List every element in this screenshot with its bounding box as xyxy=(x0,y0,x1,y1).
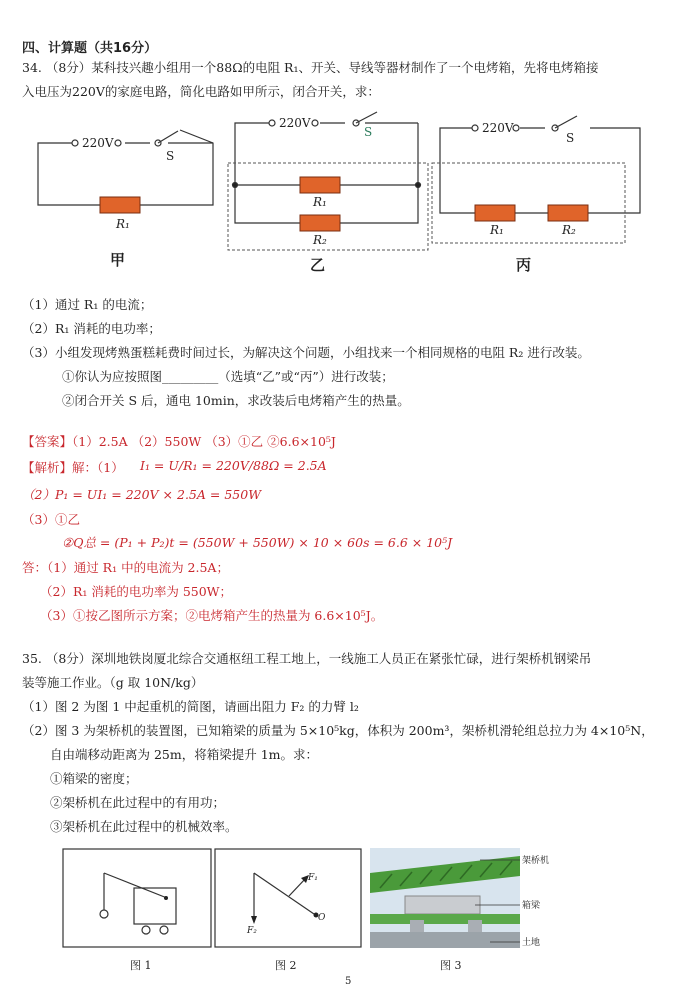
q35-stem-line2: 装等施工作业。（g 取 10N/kg） xyxy=(22,675,204,690)
fig2-o-label: O xyxy=(318,913,326,923)
q34-analysis-4: ②Q总 = (P₁ + P₂)t = (550W + 550W) × 10 × 60s = 6.6 × 10⁵J xyxy=(62,535,453,550)
circuit-label-jia: 甲 xyxy=(110,251,126,269)
q34-sub3a: ①你认为应按照图_________（选填“乙”或“丙”）进行改装； xyxy=(62,369,394,384)
fig2-f1-label: F₁ xyxy=(308,873,318,883)
figure-2-caption: 图 2 xyxy=(275,959,297,972)
figure-1-crane xyxy=(62,848,212,948)
fig3-label-ground: 土地 xyxy=(522,938,541,948)
switch-label-jia: S xyxy=(166,149,175,163)
voltage-label-bing: 220V xyxy=(482,121,514,135)
q35-stem-line1: 35. （8分）深圳地铁岗厦北综合交通枢纽工程工地上，一线施工人员正在紧张忙碌，进行架桥机钢梁吊 xyxy=(22,651,592,666)
figure-2-lever xyxy=(214,848,362,948)
figure-1-caption: 图 1 xyxy=(130,959,152,972)
r1-label-bing: R₁ xyxy=(490,223,504,237)
q35-sub2a: （2）图 3 为架桥机的装置图，已知箱梁的质量为 5×10⁵kg，体积为 200m³，架桥机滑轮组总拉力为 4×10⁵N， xyxy=(22,723,654,738)
q34-analysis-head: 【解析】解：（1） xyxy=(22,460,124,475)
q35-sub2d: ②架桥机在此过程中的有用功； xyxy=(50,795,226,810)
resistor-r2-bing xyxy=(548,205,588,221)
circuit-label-bing: 丙 xyxy=(516,256,532,274)
q34-sub1: （1）通过 R₁ 的电流； xyxy=(22,297,153,312)
voltage-label-yi: 220V xyxy=(279,116,311,130)
circuit-jia xyxy=(38,130,213,205)
q34-stem-line1: 34. （8分）某科技兴趣小组用一个88Ω的电阻 R₁、开关、导线等器材制作了一个电烤箱，先将电烤箱接 xyxy=(22,60,599,75)
q35-sub2c: ①箱梁的密度； xyxy=(50,771,138,786)
r2-label-yi: R₂ xyxy=(313,233,327,247)
q34-answer: 【答案】（1）2.5A （2）550W （3）①乙 ②6.6×10⁵J xyxy=(22,434,336,449)
q34-sub3b: ②闭合开关 S 后，通电 10min，求改装后电烤箱产生的热量。 xyxy=(62,393,410,408)
resistor-r1-jia xyxy=(100,197,140,213)
figure-3-bridge-machine xyxy=(370,848,555,948)
q35-sub2e: ③架桥机在此过程中的机械效率。 xyxy=(50,819,238,834)
q34-conclusion-1: 答：（1）通过 R₁ 中的电流为 2.5A； xyxy=(22,560,229,575)
voltage-label-jia: 220V xyxy=(82,136,114,150)
q34-conclusion-3: （3）①按乙图所示方案；②电烤箱产生的热量为 6.6×10⁵J。 xyxy=(40,608,384,623)
circuit-diagrams xyxy=(0,100,693,280)
q34-stem-line2: 入电压为220V的家庭电路，简化电路如甲所示，闭合开关，求： xyxy=(22,84,380,99)
circuit-bing xyxy=(432,116,640,243)
r2-label-bing: R₂ xyxy=(562,223,576,237)
section-title: 四、计算题（共16分） xyxy=(22,41,158,56)
q34-analysis-3: （3）①乙 xyxy=(22,512,80,527)
circuit-label-yi: 乙 xyxy=(310,256,326,274)
r1-label-yi: R₁ xyxy=(313,195,327,209)
resistor-r2-yi xyxy=(300,215,340,231)
q35-sub2b: 自由端移动距离为 25m，将箱梁提升 1m。求： xyxy=(50,747,319,762)
fig3-label-machine: 架桥机 xyxy=(522,856,550,866)
switch-label-bing: S xyxy=(566,131,575,145)
q34-conclusion-2: （2）R₁ 消耗的电功率为 550W； xyxy=(40,584,233,599)
switch-label-yi: S xyxy=(364,125,373,139)
q35-sub1: （1）图 2 为图 1 中起重机的简图，请画出阻力 F₂ 的力臂 l₂ xyxy=(22,699,359,714)
resistor-r1-bing xyxy=(475,205,515,221)
q34-sub3: （3）小组发现烤熟蛋糕耗费时间过长，为解决这个问题，小组找来一个相同规格的电阻 R₂ 进行改装。 xyxy=(22,345,590,360)
page-number: 5 xyxy=(345,976,352,987)
q34-sub2: （2）R₁ 消耗的电功率； xyxy=(22,321,161,336)
r1-label-jia: R₁ xyxy=(116,217,130,231)
fig2-f2-label: F₂ xyxy=(247,926,257,936)
figure-3-caption: 图 3 xyxy=(440,959,462,972)
resistor-r1-yi xyxy=(300,177,340,193)
q34-analysis-2: （2）P₁ = UI₁ = 220V × 2.5A = 550W xyxy=(22,487,262,502)
q34-analysis-1: I₁ = U/R₁ = 220V/88Ω = 2.5A xyxy=(140,458,327,473)
fig3-label-beam: 箱梁 xyxy=(522,901,541,911)
